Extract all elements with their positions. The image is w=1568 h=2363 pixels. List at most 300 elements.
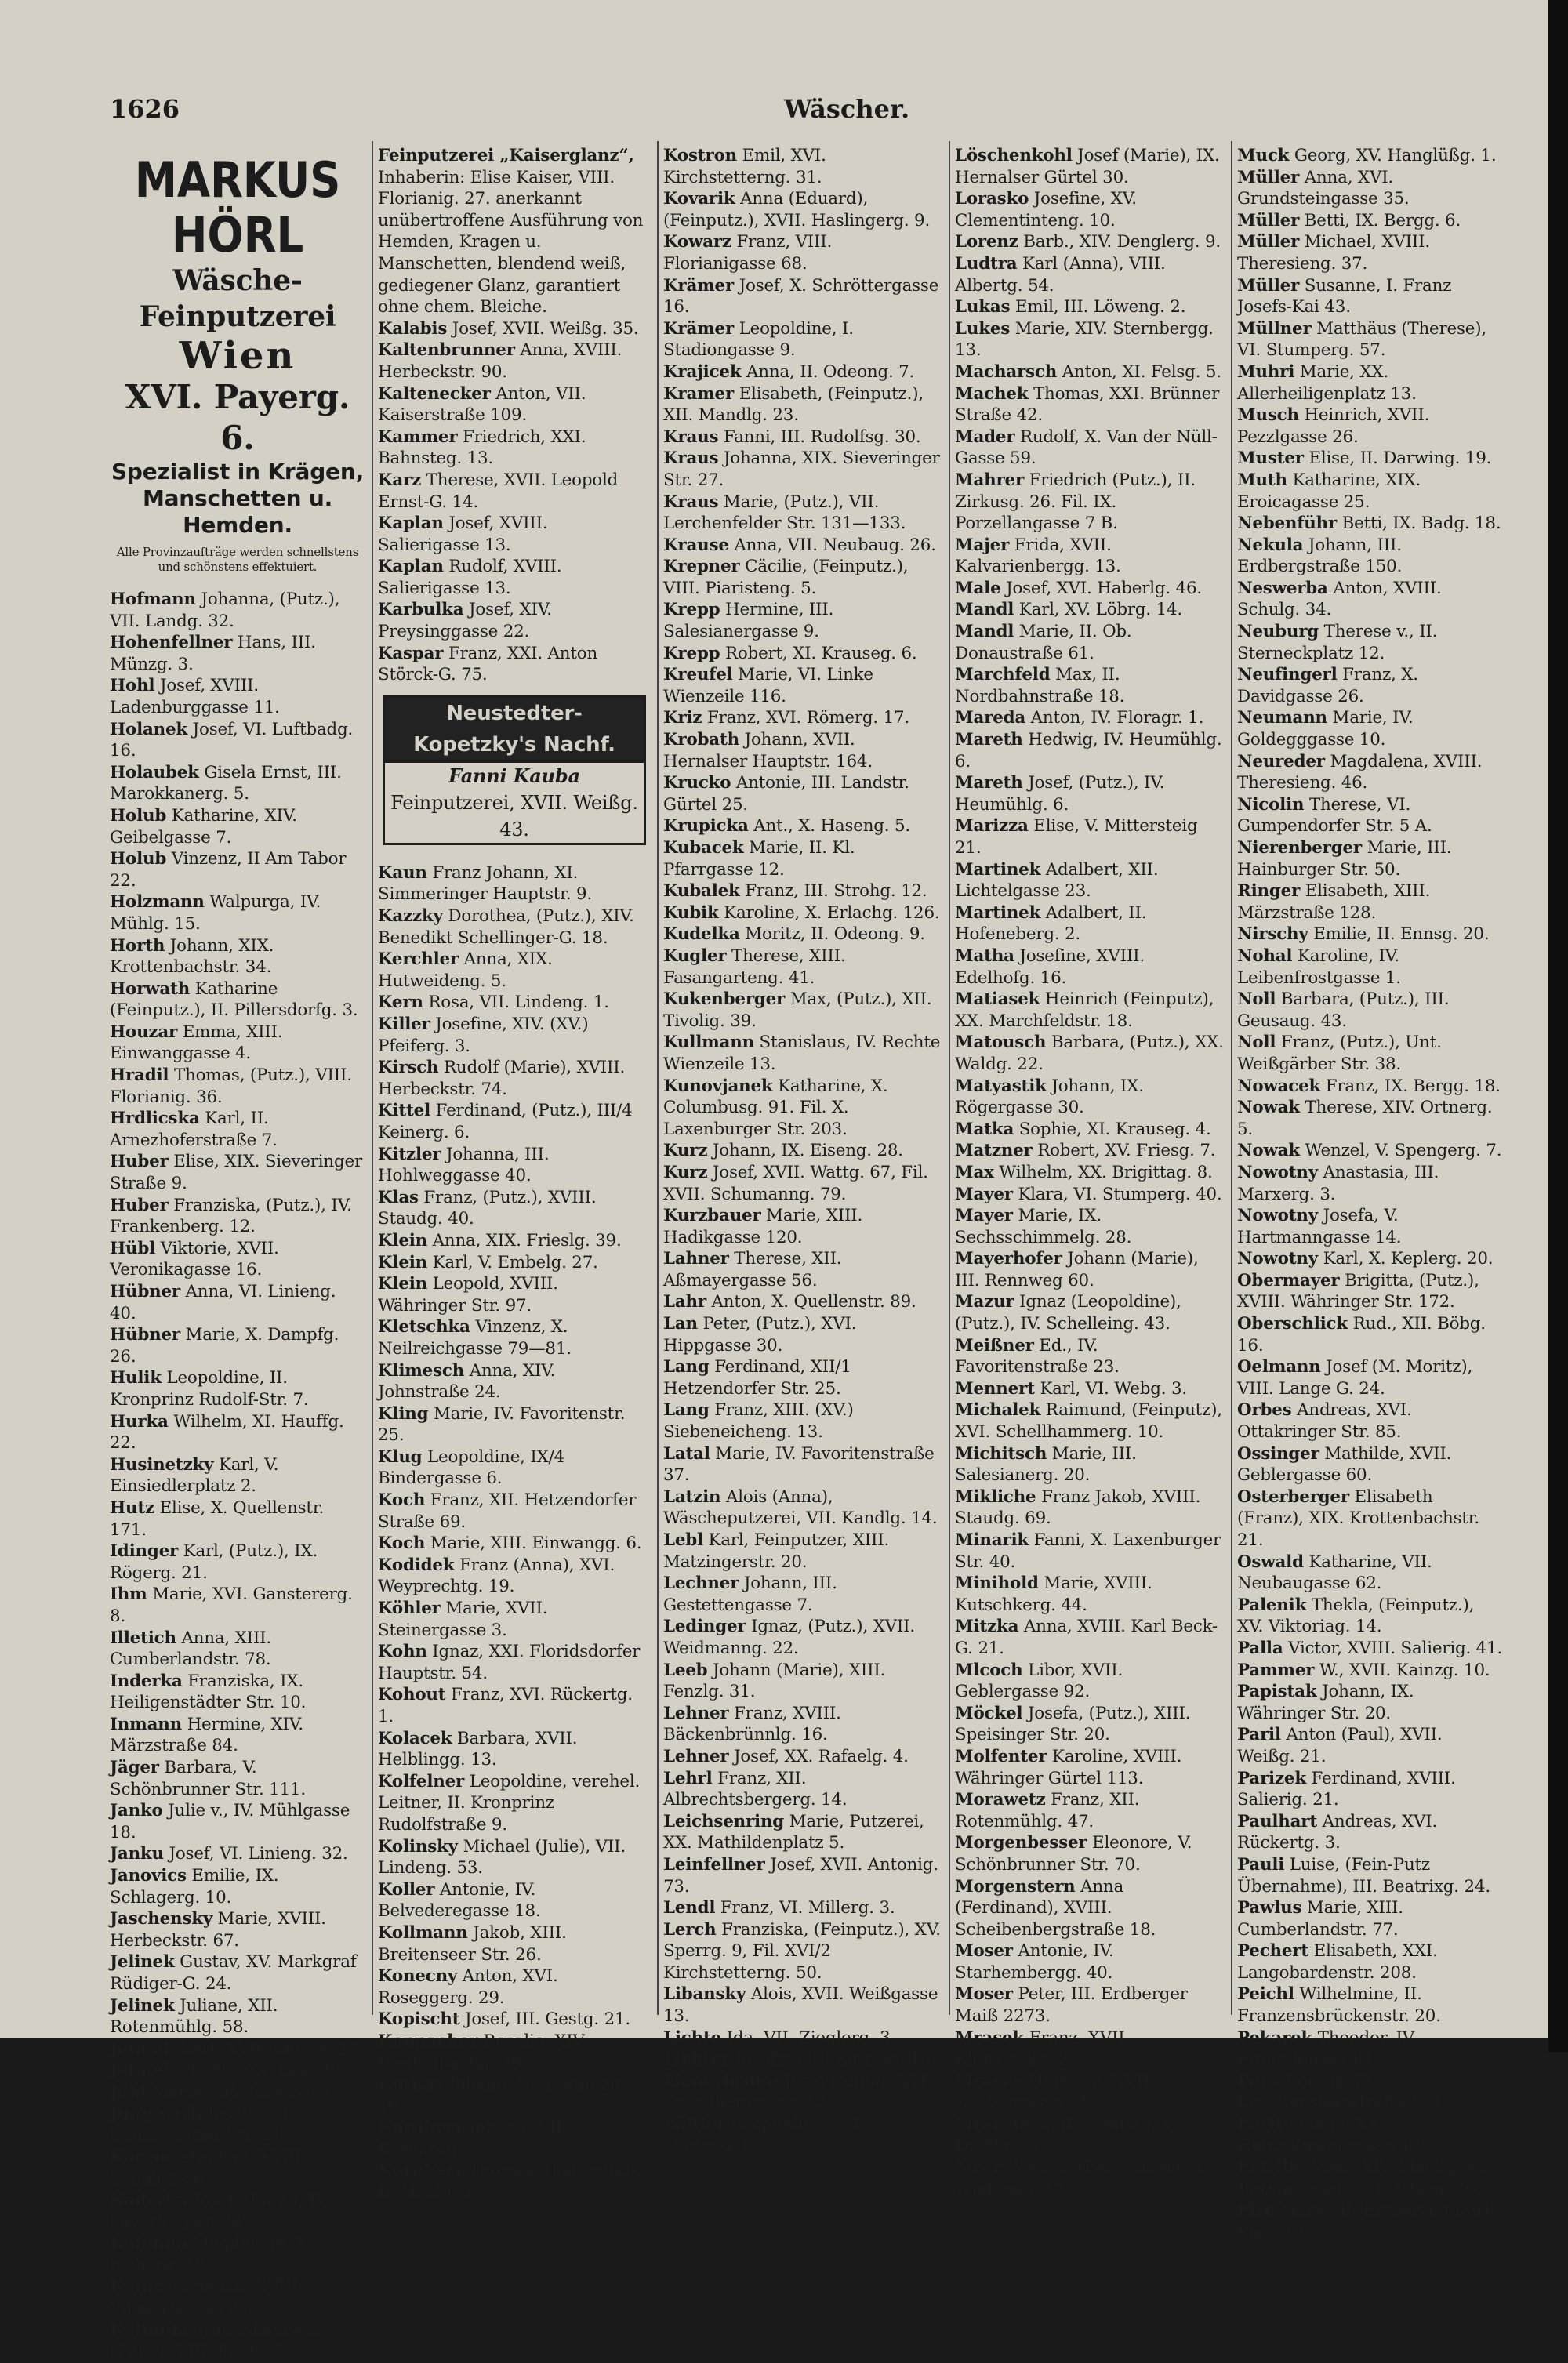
entry-name: Mazur xyxy=(955,1292,1014,1312)
entry-name: Ossinger xyxy=(1237,1443,1319,1464)
entry-name: Oelmann xyxy=(1237,1357,1321,1378)
directory-entry xyxy=(378,1316,651,1359)
directory-entry xyxy=(955,815,1225,858)
directory-entry xyxy=(110,1628,365,1671)
entry-name: Holub xyxy=(110,849,167,869)
directory-entry xyxy=(663,145,942,188)
entry-name: Neureder xyxy=(1237,751,1325,771)
directory-entry xyxy=(378,906,651,949)
entry-name: Kostron xyxy=(663,146,738,165)
entry-name: Marchfeld xyxy=(955,665,1051,685)
entry-details: Stephan, XVIII. Schulgasse 7. xyxy=(110,2147,307,2189)
entry-details: Josefa, VI. Alleeg. 30. xyxy=(1297,2179,1482,2199)
entry-name: Kerchler xyxy=(378,949,459,970)
directory-entry xyxy=(955,361,1225,383)
directory-entry xyxy=(955,1184,1225,1206)
entry-details: Marie, IX. Sechsschimmelg. 28. xyxy=(955,1206,1132,1247)
directory-entry xyxy=(110,1865,365,1908)
directory-entry xyxy=(378,599,651,642)
entry-details: Anton, XVIII. Schulg. 34. xyxy=(1237,578,1442,620)
entry-details: Anton (Paul), XVII. Weißg. 21. xyxy=(1237,1725,1443,1766)
entry-details: Leopoldine, verehel. Leitner, II. Kronprinz Rudolfstraße 9. xyxy=(378,1771,641,1835)
directory-entry xyxy=(663,1616,942,1659)
directory-entry xyxy=(378,318,651,340)
entry-name: Krepner xyxy=(663,557,740,577)
entry-name: Kalabis xyxy=(378,318,448,339)
entry-name: Mayer xyxy=(955,1206,1013,1226)
directory-entry xyxy=(663,1746,942,1768)
entry-name: Kaderka xyxy=(110,2190,188,2210)
entry-name: Lehner xyxy=(663,1746,729,1766)
directory-entry xyxy=(110,1908,365,1951)
entry-name: Koller xyxy=(378,1879,435,1900)
entry-details: Ignaz, XXI. Floridsdorfer Hauptstr. 54. xyxy=(378,1642,641,1683)
entry-details: Karl, XV. Löbrg. 14. xyxy=(1014,600,1183,620)
entry-name: Mlcoch xyxy=(955,1660,1023,1680)
entry-details: Johanna, III. Hohlweggasse 40. xyxy=(378,1144,550,1186)
entry-details: Stanislaus, IV. Rechte Wienzeile 13. xyxy=(663,1033,941,1074)
entry-name: Kletschka xyxy=(378,1317,470,1338)
entry-details: Anna, XVIII. Karl Beck-G. 21. xyxy=(955,1617,1218,1658)
entry-name: Kaltenecker xyxy=(378,383,491,404)
entry-details: Thekla, XV. Leig. 9. xyxy=(174,2060,340,2081)
entry-details: W., XVII. Kainzg. 10. xyxy=(1314,1660,1490,1680)
entry-details: Franziska, (Feinputz.), XV. Sperrg. 9, Fil. XVI/2 Kirchstetterng. 50. xyxy=(663,1919,941,1983)
entry-name: Jelinek xyxy=(110,1995,175,2016)
directory-entry xyxy=(663,361,942,383)
entry-details: Johann, IX. Rögergasse 30. xyxy=(955,1076,1144,1118)
directory-entry xyxy=(663,492,942,535)
entry-name: Huber xyxy=(110,1152,169,1172)
directory-entry xyxy=(663,2049,942,2071)
entry-name: Müller xyxy=(1237,210,1300,230)
entry-name: Hofmann xyxy=(110,590,196,609)
entry-details: Johann (Marie), XIII. Fenzlg. 31. xyxy=(663,1660,886,1702)
entry-name: Inmann xyxy=(110,1714,182,1734)
entry-name: Meißner xyxy=(955,1335,1034,1356)
directory-entry xyxy=(955,1076,1225,1119)
entry-name: Lerch xyxy=(663,1919,717,1940)
directory-entry xyxy=(1237,1162,1504,1205)
entry-details: Johann, IX. Währinger Str. 20. xyxy=(1237,1682,1414,1723)
directory-entry xyxy=(955,1140,1225,1162)
directory-entry xyxy=(1237,578,1504,621)
entry-details: Franz, (Putz.), Unt. Weißgärber Str. 38. xyxy=(1237,1033,1442,1074)
entry-details: Magdalene, XVI. Huberg. 18. xyxy=(110,2234,332,2275)
entry-name: Jaschensky xyxy=(110,1909,213,1929)
entry-details: Christian, XVIII. Vinzenzgasse 24. xyxy=(110,2277,304,2318)
entry-name: Molfenter xyxy=(955,1746,1047,1766)
ad-kaiserglanz-name: Feinputzerei „Kaiserglanz“, xyxy=(378,146,634,165)
entry-name: Klas xyxy=(378,1187,419,1207)
page-number: 1626 xyxy=(110,94,180,124)
entry-name: Mader xyxy=(955,427,1015,447)
entry-name: Kohn xyxy=(378,1642,427,1662)
directory-entry xyxy=(955,2157,1225,2200)
entry-name: Killer xyxy=(378,1015,430,1034)
column-2 xyxy=(378,145,651,2203)
directory-entry xyxy=(110,1238,365,1281)
entry-details: Susanne, I. Franz Josefs-Kai 43. xyxy=(1237,275,1452,318)
directory-entry xyxy=(955,1205,1225,1248)
directory-entry xyxy=(1237,1486,1504,1552)
entry-name: Kirsch xyxy=(378,1058,439,1078)
entry-details: Robert, XV. Friesg. 7. xyxy=(1032,1141,1216,1161)
entry-details: Peter, (Putz.), XVI. Hippgasse 30. xyxy=(663,1314,857,1356)
directory-entry xyxy=(955,535,1225,578)
entry-details: Karl, VI. Webg. 3. xyxy=(1034,1378,1187,1399)
entry-name: Kopischt xyxy=(378,2009,460,2030)
directory-entry xyxy=(955,1616,1225,1659)
entry-details: Elisabeth, XXI. Langobardenstr. 208. xyxy=(1237,1941,1438,1983)
entry-name: Lorenz xyxy=(955,232,1018,252)
entry-details: Johann, IX. Eiseng. 28. xyxy=(707,1141,903,1161)
entry-name: Nowacek xyxy=(1237,1076,1321,1096)
directory-entry xyxy=(955,599,1225,621)
entry-details: Sophie, XI. Krauseg. 4. xyxy=(1014,1119,1211,1139)
directory-entry xyxy=(955,2027,1225,2071)
entry-details: Vinzenz, X. Neilreichgasse 79—81. xyxy=(378,1317,572,1359)
ad-city: Wien xyxy=(179,334,296,378)
entry-name: Nowotny xyxy=(1237,1206,1318,1226)
directory-entry xyxy=(110,1324,365,1367)
entry-name: Pekarek xyxy=(1237,2027,1313,2048)
directory-entry xyxy=(378,949,651,992)
directory-entry xyxy=(1237,1768,1504,1811)
entry-details: Elise, X. Quellenstr. 171. xyxy=(110,1497,325,1540)
entry-details: Josef, XVIII. Salierigasse 13. xyxy=(378,514,548,555)
entry-name: Lehrl xyxy=(663,1768,713,1788)
entry-details: Magdalena, XVIII. Theresieng. 46. xyxy=(1237,751,1483,793)
entry-details: Karoline, XVIII. Währinger Gürtel 113. xyxy=(955,1746,1182,1788)
entry-name: Mayer xyxy=(955,1184,1013,1204)
entry-name: Janko xyxy=(110,1801,163,1821)
entry-name: Mikliche xyxy=(955,1486,1036,1507)
entry-details: Karl, II. Arnezhoferstraße 7. xyxy=(110,1109,278,1150)
entry-name: Jäger xyxy=(110,1758,159,1778)
entry-name: Müller xyxy=(1237,275,1300,296)
entry-details: Anton, XI. Felsg. 5. xyxy=(1057,361,1221,382)
entry-details: Cäcilie, (Feinputz.), VIII. Piaristeng. 5. xyxy=(663,557,909,598)
directory-entry xyxy=(110,2060,365,2082)
entry-name: Horth xyxy=(110,935,165,956)
entry-details: Johann (Marie), III. Rennweg 60. xyxy=(955,1249,1199,1290)
entry-details: Marie, XVIII. Kutschkerg. 44. xyxy=(955,1574,1152,1615)
directory-entry xyxy=(110,632,365,675)
entry-name: Mahrer xyxy=(955,470,1025,490)
entry-details: Josef, XVII. Wattg. 67, Fil. XVII. Schumanng. 79. xyxy=(663,1162,928,1204)
directory-entry xyxy=(955,427,1225,470)
directory-entry xyxy=(955,621,1225,664)
directory-entry xyxy=(1237,1897,1504,1940)
directory-entry xyxy=(955,578,1225,600)
entry-name: Kohout xyxy=(378,1685,446,1705)
entry-name: Moser xyxy=(955,1984,1013,2005)
column-4 xyxy=(955,145,1225,2199)
entry-name: Kolacek xyxy=(378,1728,452,1748)
column-rule xyxy=(372,141,373,2015)
directory-entry xyxy=(955,1399,1225,1443)
entry-name: Pauli xyxy=(1237,1854,1285,1875)
directory-entry xyxy=(1237,535,1504,578)
directory-entry xyxy=(110,1800,365,1843)
entry-name: Orbes xyxy=(1237,1400,1292,1421)
entry-name: Pirc xyxy=(1237,2201,1275,2221)
directory-entry xyxy=(110,1995,365,2038)
entry-details: Libor, XVII. Geblergasse 92. xyxy=(955,1660,1123,1702)
entry-list xyxy=(378,318,651,686)
entry-name: Kraus xyxy=(663,427,719,447)
entry-name: Husinetzky xyxy=(110,1454,214,1475)
entry-name: Klein xyxy=(378,1252,428,1272)
entry-name: Koch xyxy=(378,1490,426,1511)
directory-entry xyxy=(378,1230,651,1252)
entry-name: Konecny xyxy=(378,1966,458,1987)
directory-entry xyxy=(110,1951,365,1995)
ad-address: XVI. Payerg. 6. xyxy=(125,378,350,457)
entry-details: Klara, VI. Stumperg. 40. xyxy=(1012,1184,1222,1204)
entry-details: Katharine, X. Columbusg. 91. Fil. X. Laxenburger Str. 203. xyxy=(663,1076,888,1139)
entry-details: Franz, XIII. (XV.) Siebeneicheng. 13. xyxy=(663,1400,854,1443)
entry-name: Neufingerl xyxy=(1237,665,1338,685)
entry-details: Franz, XII. Albrechtsbergerg. 14. xyxy=(663,1768,848,1810)
directory-entry xyxy=(1237,1140,1504,1162)
entry-details: Barbara, (Putz.), III. Geusaug. 43. xyxy=(1237,989,1450,1031)
entry-name: Mandl xyxy=(955,600,1014,620)
entry-name: Hutz xyxy=(110,1497,154,1518)
entry-details: Johann, XX. Heinzelmanngasse 12. xyxy=(1237,2114,1427,2156)
entry-name: Matha xyxy=(955,946,1014,966)
entry-name: Muster xyxy=(1237,448,1304,469)
entry-name: Nowotny xyxy=(1237,1249,1318,1269)
entry-name: Mayerhofer xyxy=(955,1249,1062,1269)
directory-entry xyxy=(378,1533,651,1555)
directory-entry xyxy=(110,805,365,848)
entry-name: Koch xyxy=(378,1534,426,1554)
directory-entry xyxy=(110,2190,365,2233)
entry-name: Mennert xyxy=(955,1378,1035,1399)
entry-details: Josef, XIV. Preysinggasse 22. xyxy=(378,600,552,642)
directory-entry xyxy=(955,1486,1225,1530)
entry-details: Antonie, IV. Starhembergg. 40. xyxy=(955,1941,1114,1983)
entry-details: Leopoldine, I. Stadiongasse 9. xyxy=(663,318,854,361)
directory-entry xyxy=(663,1291,942,1313)
directory-entry xyxy=(1237,1443,1504,1486)
entry-name: Ihm xyxy=(110,1584,147,1605)
directory-entry xyxy=(955,1291,1225,1334)
entry-details: Josef, III. Gestg. 21. xyxy=(459,2009,630,2030)
entry-name: Leichsenring xyxy=(663,1811,785,1831)
directory-entry xyxy=(378,1360,651,1403)
directory-entry xyxy=(378,1014,651,1057)
entry-details: Theodor, IV. Freundgasse 13. xyxy=(1237,2027,1417,2070)
entry-name: Nekula xyxy=(1237,535,1304,555)
directory-entry xyxy=(663,1530,942,1573)
directory-entry xyxy=(110,1411,365,1454)
entry-name: Matka xyxy=(955,1119,1014,1139)
entry-details: Josefine, XV. Clementinteng. 10. xyxy=(955,189,1137,230)
entry-name: Kriz xyxy=(663,708,702,728)
entry-details: Gustav, XV. Markgraf Rüdiger-G. 24. xyxy=(110,1952,357,1994)
entry-name: Hohl xyxy=(110,676,155,696)
entry-name: Leinfellner xyxy=(663,1854,765,1875)
directory-entry xyxy=(663,535,942,557)
entry-name: Mandl xyxy=(955,622,1014,642)
entry-details: Hans, III. Münzg. 3. xyxy=(110,633,316,674)
directory-entry xyxy=(1237,231,1504,274)
entry-name: Jelinek xyxy=(110,2060,175,2081)
entry-details: Josef, XIV. Flachg. 42. xyxy=(1305,2158,1493,2178)
entry-name: Lahner xyxy=(663,1249,729,1269)
entry-name: Muhri xyxy=(1237,361,1295,382)
entry-name: Mrasek xyxy=(955,2071,1025,2091)
entry-name: Kurzbauer xyxy=(663,1206,761,1226)
entry-details: Emil, III. Löweng. 2. xyxy=(1010,297,1186,318)
entry-details: Josefa, (Putz.), XIII. Speisinger Str. 20. xyxy=(955,1703,1191,1745)
entry-name: Kudelka xyxy=(663,924,740,945)
entry-details: Adalbert, II. Hofeneberg. 2. xyxy=(955,902,1147,945)
entry-details: Jakob, XIII. Breitenseer Str. 26. xyxy=(378,1922,567,1965)
directory-entry xyxy=(955,2071,1225,2114)
entry-name: Peichl xyxy=(1237,1984,1294,2005)
directory-entry xyxy=(663,1984,942,2027)
column-rule xyxy=(1231,141,1232,2015)
entry-name: Majer xyxy=(955,535,1010,555)
entry-details: Antonie, IV. Belvederegasse 18. xyxy=(378,1879,541,1922)
entry-details: Wenzel, V. Spengerg. 7. xyxy=(1299,1141,1502,1161)
entry-name: Kullmann xyxy=(663,1033,754,1053)
entry-details: Betti, IX. Bergg. 6. xyxy=(1299,210,1461,230)
entry-name: Mitzka xyxy=(955,1617,1019,1637)
entry-name: Pechert xyxy=(1237,1941,1309,1962)
entry-details: Robert, XI. Krauseg. 6. xyxy=(720,643,917,663)
entry-name: Kaplan xyxy=(378,514,444,534)
directory-entry xyxy=(955,1443,1225,1486)
entry-name: Kollmann xyxy=(378,1922,468,1943)
entry-details: Katharine, VII. Neubaugasse 62. xyxy=(1237,1552,1432,1594)
directory-entry xyxy=(663,1140,942,1162)
entry-name: Papistak xyxy=(1237,1682,1317,1702)
entry-name: Ringer xyxy=(1237,881,1301,902)
entry-name: Jelinek xyxy=(110,1952,175,1973)
directory-entry xyxy=(110,1541,365,1584)
entry-details: Marie, XIII. Einwangg. 6. xyxy=(425,1534,642,1554)
entry-name: Pertl xyxy=(1237,2114,1283,2135)
entry-name: Male xyxy=(955,578,1001,598)
entry-details: Wilhelm, XX. Brigittag. 8. xyxy=(993,1162,1213,1182)
entry-name: Kling xyxy=(378,1403,429,1424)
entry-name: Lahr xyxy=(663,1292,706,1312)
entry-name: Muck xyxy=(1237,146,1290,165)
entry-name: Martinek xyxy=(955,902,1041,923)
entry-details: Franz (Anna), XVI. Weyprechtg. 19. xyxy=(378,1555,615,1597)
entry-details: Therese, XIII. Fasangarteng. 41. xyxy=(663,946,846,988)
entry-details: Marie, X. Dampfg. 26. xyxy=(110,1325,339,1367)
directory-entry xyxy=(378,1252,651,1274)
directory-entry xyxy=(955,1940,1225,1984)
directory-entry xyxy=(663,1313,942,1356)
entry-name: Kaczor xyxy=(110,2147,174,2167)
entry-details: Thomas, (Putz.), VIII. Florianig. 36. xyxy=(110,1065,352,1107)
entry-name: Krämer xyxy=(663,318,735,339)
entry-name: Jelinek xyxy=(110,2038,175,2059)
directory-entry xyxy=(1237,924,1504,946)
directory-entry xyxy=(955,664,1225,707)
directory-entry xyxy=(1237,2200,1504,2243)
entry-details: Heinrich (Feinputz), XX. Marchfeldstr. 18. xyxy=(955,989,1214,1031)
directory-entry xyxy=(110,719,365,762)
entry-name: Nirschy xyxy=(1237,924,1308,945)
entry-name: Michitsch xyxy=(955,1443,1047,1464)
entry-name: Huber xyxy=(110,1195,169,1215)
entry-name: Löffler xyxy=(663,2114,726,2135)
entry-name: Krepp xyxy=(663,600,720,620)
entry-details: Elisabeth, (Feinputz.), XII. Mandlg. 23. xyxy=(663,383,924,426)
entry-name: Ledinger xyxy=(663,1617,746,1637)
directory-entry xyxy=(663,989,942,1032)
entry-name: Neswerba xyxy=(1237,578,1328,598)
directory-entry xyxy=(955,1573,1225,1616)
directory-entry xyxy=(1237,1984,1504,2027)
entry-details: Josef (Anna), XVI. Schellhammerg. 13. xyxy=(663,2071,932,2113)
entry-name: Hübner xyxy=(110,1325,180,1345)
entry-name: Kreufel xyxy=(663,665,733,685)
entry-name: Osterberger xyxy=(1237,1486,1349,1507)
entry-details: Anton, VII. Kaiserstraße 109. xyxy=(378,383,586,426)
directory-entry xyxy=(1237,707,1504,750)
directory-entry xyxy=(110,2320,365,2363)
entry-details: Luise, (Fein-Putz Übernahme), III. Beatrixg. 24. xyxy=(1237,1854,1490,1897)
directory-entry xyxy=(378,1771,651,1836)
entry-details: Thomas, (Feinputz.), II. Haidg. 3. xyxy=(378,2161,641,2203)
entry-name: Obermayer xyxy=(1237,1270,1340,1290)
entry-details: Marie, VI. Linke Wienzeile 116. xyxy=(663,665,873,706)
entry-name: Kainz xyxy=(110,2277,163,2297)
entry-details: Heinrich, XVII. Pezzlgasse 26. xyxy=(1237,405,1430,447)
entry-name: Mrasek xyxy=(955,2027,1025,2048)
entry-name: Kramer xyxy=(663,383,735,404)
entry-details: Johann, III. Erdbergstraße 150. xyxy=(1237,535,1403,577)
directory-entry xyxy=(955,231,1225,253)
directory-entry xyxy=(955,253,1225,296)
directory-entry xyxy=(955,1703,1225,1746)
entry-details: Leopoldine, IX/4 Bindergasse 6. xyxy=(378,1446,565,1489)
entry-details: Julie v., IV. Mühlgasse 18. xyxy=(110,1801,350,1842)
entry-details: Franz Johann, XI. Simmeringer Hauptstr. 9. xyxy=(378,862,593,905)
directory-entry xyxy=(1237,1638,1504,1660)
entry-details: Katharine (Feinputz.), II. Pillersdorfg. 3. xyxy=(110,978,358,1021)
entry-name: Petrus xyxy=(1237,2179,1298,2199)
directory-entry xyxy=(378,383,651,427)
directory-entry xyxy=(955,859,1225,902)
entry-name: Kittel xyxy=(378,1101,431,1121)
entry-name: Klein xyxy=(378,1274,428,1294)
entry-name: Mareda xyxy=(955,708,1026,728)
entry-details: Elise, V. Mittersteig 21. xyxy=(955,816,1198,858)
directory-entry xyxy=(955,1119,1225,1141)
entry-details: Leopoldine, II. Kronprinz Rudolf-Str. 7. xyxy=(110,1368,309,1410)
entry-details: Franz, XVI. Rückertg. 1. xyxy=(378,1685,633,1726)
entry-details: Karl, X. Keplerg. 20. xyxy=(1317,1249,1494,1269)
entry-details: Marie, XIV. Grenzg. 3. xyxy=(146,2082,336,2102)
entry-details: Barb., XIV. Denglerg. 9. xyxy=(1018,232,1221,252)
entry-name: Pammer xyxy=(1237,1660,1315,1680)
directory-entry xyxy=(663,1854,942,1897)
entry-name: Nohal xyxy=(1237,946,1293,966)
entry-name: Musch xyxy=(1237,405,1299,426)
entry-details: Josef, XX. Rafaelg. 4. xyxy=(728,1746,909,1766)
entry-name: Mraz xyxy=(955,2158,1003,2178)
